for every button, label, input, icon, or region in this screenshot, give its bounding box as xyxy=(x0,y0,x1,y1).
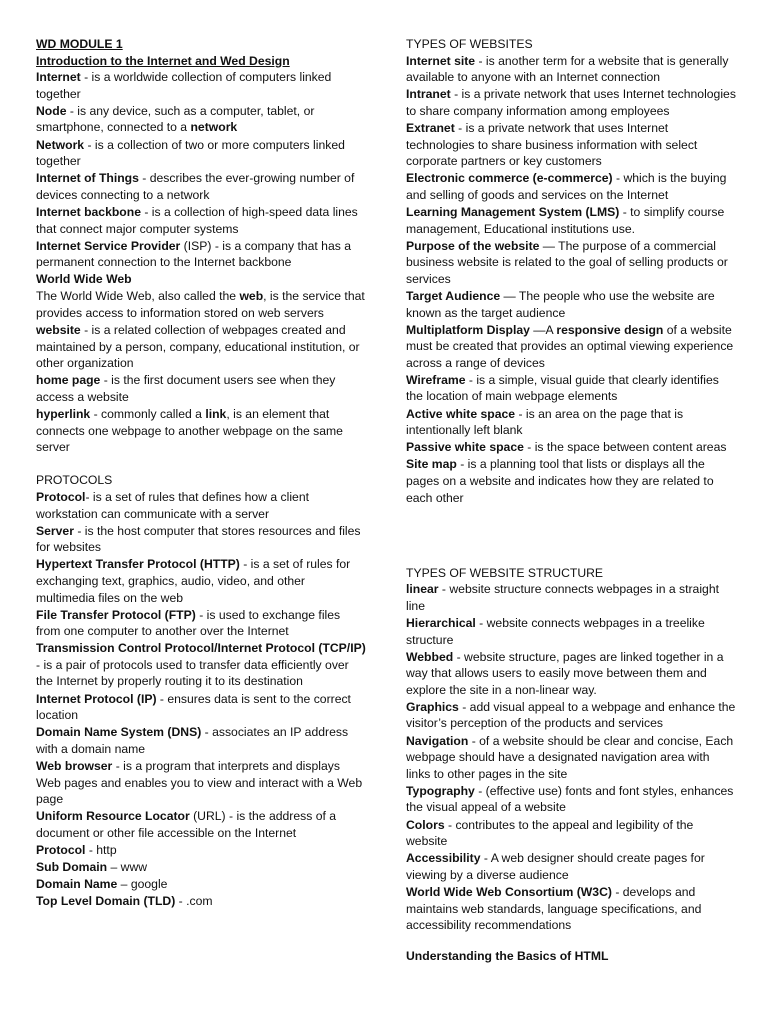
definition-entry xyxy=(36,724,366,757)
definition-entry xyxy=(406,817,736,850)
definition-term: Internet Service Provider xyxy=(36,238,181,253)
definition-entry xyxy=(406,53,736,86)
definition-text: - which is the buying and selling of goods and services on the Internet xyxy=(406,171,727,202)
definition-term: Hierarchical xyxy=(406,615,476,630)
definition-text: The World Wide Web, also called the xyxy=(36,289,240,304)
definition-entry xyxy=(36,893,366,910)
definition-entry xyxy=(36,758,366,808)
definition-text: - A web designer should create pages for viewing by a diverse audience xyxy=(406,851,705,882)
definition-term: Typography xyxy=(406,783,475,798)
definition-term: Internet Protocol (IP) xyxy=(36,691,157,706)
definition-term: Accessibility xyxy=(406,851,481,866)
definition-term: link xyxy=(205,407,227,422)
definition-text: - is a simple, visual guide that clearly identifies the location of main webpage elements xyxy=(406,372,719,404)
document-title: WD MODULE 1 xyxy=(36,37,123,51)
definition-term: Node xyxy=(36,103,67,118)
definition-term: Uniform Resource Locator xyxy=(36,809,190,824)
right-column xyxy=(406,36,736,965)
definition-entry xyxy=(36,556,366,606)
definition-text: (ISP) - is a company that has a permanent connection to the Internet backbone xyxy=(36,238,351,270)
definition-term: Intranet xyxy=(406,87,451,102)
definition-entry xyxy=(36,288,366,321)
left-column xyxy=(36,36,366,910)
definition-term: Server xyxy=(36,523,74,538)
definition-term: Internet site xyxy=(406,53,476,68)
definition-text: - describes the ever-growing number of devices connecting to a network xyxy=(36,171,355,202)
definition-term: Navigation xyxy=(406,733,469,748)
definition-text: - is a collection of high-speed data lines that connect major computer systems xyxy=(36,204,358,236)
definition-text: —A xyxy=(529,322,557,337)
definition-term: Learning Management System (LMS) xyxy=(406,204,620,219)
definition-entry xyxy=(36,640,366,690)
definition-text: - is a planning tool that lists or displays all the pages on a website and indicates how they are related to each other xyxy=(406,457,714,505)
definition-entry xyxy=(36,489,366,522)
definition-term: Purpose of the website xyxy=(406,238,540,253)
definition-text: - is a set of rules that defines how a client workstation can communicate with a server xyxy=(36,489,309,521)
definition-term: Passive white space xyxy=(406,440,524,455)
definition-text: - is an area on the page that is intentionally left blank xyxy=(406,406,684,438)
definition-text: – google xyxy=(117,877,168,892)
definition-entry xyxy=(36,859,366,876)
definition-text: - is a program that interprets and displays Web pages and enables you to view and interact with a Web page xyxy=(36,758,363,807)
definition-term: File Transfer Protocol (FTP) xyxy=(36,607,196,622)
definition-term: Internet xyxy=(36,70,81,85)
definition-entry xyxy=(36,170,366,203)
definition-text: - website connects webpages in a treelike structure xyxy=(406,615,705,647)
definition-term: Internet backbone xyxy=(36,204,141,219)
definition-entry xyxy=(406,456,736,506)
definition-term: Electronic commerce (e-commerce) xyxy=(406,171,613,186)
definition-text: - .com xyxy=(175,894,213,909)
definition-entry xyxy=(406,733,736,783)
definition-entry xyxy=(36,691,366,724)
definition-text: - is used to exchange files from one computer to another over the Internet xyxy=(36,607,341,639)
definition-entry xyxy=(406,649,736,699)
definition-term: Multiplatform Display xyxy=(406,322,530,337)
definition-text: - to simplify course management, Educational institutions use. xyxy=(406,204,725,236)
definition-text: - is any device, such as a computer, tablet, or smartphone, connected to a xyxy=(36,103,315,135)
definition-text: - is the host computer that stores resources and files for websites xyxy=(36,523,361,555)
definition-text: — The people who use the website are known as the target audience xyxy=(406,288,715,320)
definition-entry xyxy=(406,288,736,321)
definition-term: Web browser xyxy=(36,758,113,773)
types-heading: TYPES OF WEBSITES xyxy=(406,37,533,51)
definition-text: - website structure connects webpages in a straight line xyxy=(406,582,719,613)
definition-text: - add visual appeal to a webpage and enhance the visitor’s perception of the products and services xyxy=(406,699,736,731)
definition-entry xyxy=(406,615,736,648)
definition-entry xyxy=(36,406,366,456)
definition-term: Active white space xyxy=(406,406,516,421)
definition-term: Sub Domain xyxy=(36,860,108,874)
definition-entry xyxy=(406,170,736,203)
intro-definitions xyxy=(36,69,366,456)
definition-entry xyxy=(36,842,366,859)
definition-term: Colors xyxy=(406,817,445,832)
definition-text: , is the service that provides access to information stored on web servers xyxy=(36,289,365,320)
definition-term: Webbed xyxy=(406,649,454,664)
definition-term: Site map xyxy=(406,457,457,472)
definition-term: responsive design xyxy=(556,322,664,337)
definition-text: - is a collection of two or more computers linked together xyxy=(36,137,345,169)
definition-term: Graphics xyxy=(406,699,459,714)
definition-text: - website structure, pages are linked together in a way that allows users to easily move between them and explore the site in a non-linear way. xyxy=(406,649,724,697)
definition-entry xyxy=(36,322,366,372)
definition-entry xyxy=(406,120,736,170)
definition-text: - is a private network that uses Internet technologies to share business information with select corporate partners or key customers xyxy=(406,120,698,169)
definition-text: - (effective use) fonts and font styles, enhances the visual appeal of a website xyxy=(406,783,734,815)
html-heading: Understanding the Basics of HTML xyxy=(406,949,609,964)
definition-term: Target Audience xyxy=(406,288,501,303)
definition-text: — The purpose of a commercial business website is related to the goal of selling products or services xyxy=(406,238,728,286)
definition-text: - is another term for a website that is generally available to anyone with an Internet connection xyxy=(406,53,729,85)
definition-text: - is a related collection of webpages created and maintained by a person, company, educational institution, or other organization xyxy=(36,323,360,371)
definition-entry xyxy=(36,204,366,237)
definition-entry xyxy=(406,581,736,614)
definition-term: Extranet xyxy=(406,120,455,135)
definition-entry xyxy=(406,850,736,883)
definition-entry xyxy=(406,439,736,456)
definition-term: Domain Name xyxy=(36,877,118,892)
definition-entry xyxy=(36,372,366,405)
definition-entry xyxy=(406,372,736,405)
definition-term: Network xyxy=(36,137,85,152)
definition-text: (URL) - is the address of a document or other file accessible on the Internet xyxy=(36,809,337,840)
definition-entry xyxy=(36,103,366,136)
definition-text: - is a worldwide collection of computers linked together xyxy=(36,70,332,101)
definition-term: World Wide Web Consortium (W3C) xyxy=(406,884,612,899)
structure-definitions xyxy=(406,581,736,933)
definition-text: - develops and maintains web standards, language specifications, and accessibility recommendations xyxy=(406,884,702,933)
definition-entry xyxy=(36,137,366,170)
definition-term: home page xyxy=(36,373,101,388)
website-type-definitions xyxy=(406,53,736,507)
protocols-heading: PROTOCOLS xyxy=(36,473,113,488)
definition-entry xyxy=(406,699,736,732)
definition-entry xyxy=(36,808,366,841)
definition-term: World Wide Web xyxy=(36,272,132,287)
definition-text: - is a private network that uses Internet technologies to share company information among employees xyxy=(406,87,736,118)
definition-term: network xyxy=(190,120,238,135)
definition-entry xyxy=(36,523,366,556)
definition-entry xyxy=(406,86,736,119)
definition-text: – www xyxy=(107,860,148,874)
definition-term: web xyxy=(239,289,264,304)
definition-text: - ensures data is sent to the correct location xyxy=(36,691,351,723)
definition-term: linear xyxy=(406,582,439,597)
definition-text: - is the space between content areas xyxy=(523,440,727,455)
definition-term: website xyxy=(36,323,81,338)
definition-entry xyxy=(406,783,736,816)
definition-entry xyxy=(36,876,366,893)
definition-text: - associates an IP address with a domain name xyxy=(36,725,349,756)
definition-term: Top Level Domain (TLD) xyxy=(36,894,176,909)
definition-text: - contributes to the appeal and legibility of the website xyxy=(406,817,694,849)
definition-entry xyxy=(36,607,366,640)
protocol-definitions xyxy=(36,489,366,910)
definition-text: - is a pair of protocols used to transfer data efficiently over the Internet by properly routing it to its destination xyxy=(36,657,349,689)
definition-term: Transmission Control Protocol/Internet Protocol (TCP/IP) xyxy=(36,641,366,656)
definition-text: - commonly called a xyxy=(90,407,206,422)
definition-term: Domain Name System (DNS) xyxy=(36,725,202,740)
definition-term: Internet of Things xyxy=(36,171,139,186)
definition-term: Hypertext Transfer Protocol (HTTP) xyxy=(36,557,240,572)
definition-text: - http xyxy=(85,842,117,857)
definition-text: of a website must be created that provides an optimal viewing experience across a range of devices xyxy=(406,322,734,370)
definition-entry xyxy=(36,69,366,102)
structure-heading: TYPES OF WEBSITE STRUCTURE xyxy=(406,565,604,580)
definition-term: Protocol xyxy=(36,842,86,857)
definition-text: - of a website should be clear and concise, Each webpage should have a designated navigation area with links to other pages in the site xyxy=(406,733,734,781)
definition-entry xyxy=(36,238,366,271)
definition-entry xyxy=(36,271,366,288)
definition-text: - is the first document users see when they access a website xyxy=(36,373,336,404)
definition-entry xyxy=(406,204,736,237)
document-subtitle: Introduction to the Internet and Wed Design xyxy=(36,53,290,68)
definition-text: , is an element that connects one webpage to another webpage on the same server xyxy=(36,407,343,455)
definition-text: - is a set of rules for exchanging text, graphics, audio, video, and other multimedia files on the web xyxy=(36,557,351,605)
definition-entry xyxy=(406,406,736,439)
definition-term: hyperlink xyxy=(36,407,91,422)
definition-term: Protocol xyxy=(36,489,86,504)
definition-entry xyxy=(406,884,736,934)
definition-entry xyxy=(406,322,736,372)
definition-term: Wireframe xyxy=(406,372,466,387)
definition-entry xyxy=(406,238,736,288)
